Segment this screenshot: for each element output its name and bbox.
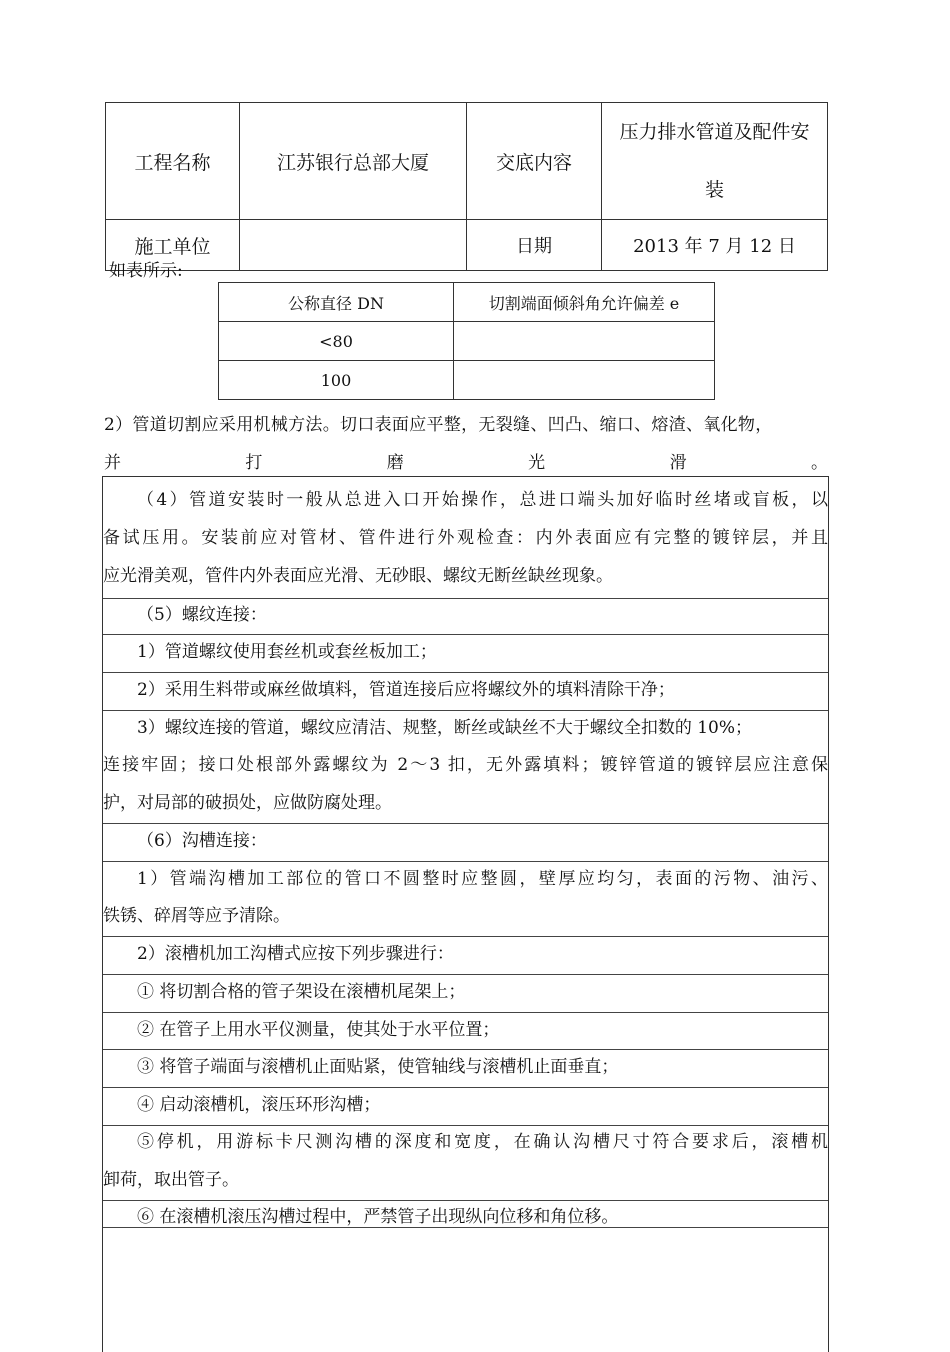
body-line: 1）管端沟槽加工部位的管口不圆整时应整圆，壁厚应均匀，表面的污物、油污、 bbox=[137, 869, 828, 889]
briefing-content-value bbox=[602, 103, 828, 220]
construction-unit-label: 施工单位 bbox=[106, 220, 240, 271]
divider bbox=[103, 861, 828, 862]
divider bbox=[103, 1087, 828, 1088]
body-line: 2）滚槽机加工沟槽式应按下列步骤进行： bbox=[137, 944, 454, 964]
header-tilt-tolerance: 切割端面倾斜角允许偏差 e bbox=[454, 283, 715, 322]
body-line: 连接牢固；接口处根部外露螺纹为 2～3 扣，无外露填料；镀锌管道的镀锌层应注意保 bbox=[103, 755, 828, 775]
table-cell bbox=[454, 361, 715, 400]
cutting-paragraph-line2 bbox=[104, 448, 828, 473]
table-header-row bbox=[219, 283, 715, 322]
cutting-paragraph-line1: 2）管道切割应采用机械方法。切口表面应平整，无裂缝、凹凸、缩口、熔渣、氧化物， bbox=[104, 415, 773, 435]
table-cell bbox=[454, 322, 715, 361]
divider bbox=[103, 823, 828, 824]
divider bbox=[103, 710, 828, 711]
briefing-content-line1: 压力排水管道及配件安 bbox=[619, 121, 810, 143]
project-name-label: 工程名称 bbox=[106, 103, 240, 220]
divider bbox=[103, 1125, 828, 1126]
header-nominal-diameter: 公称直径 DN bbox=[219, 283, 454, 322]
body-line: 铁锈、碎屑等应予清除。 bbox=[103, 906, 290, 926]
body-line: 3）螺纹连接的管道，螺纹应清洁、规整，断丝或缺丝不大于螺纹全扣数的 10%； bbox=[137, 718, 753, 738]
project-name-value: 江苏银行总部大厦 bbox=[240, 103, 467, 220]
cutting-paragraph bbox=[104, 410, 828, 473]
section-heading: （5）螺纹连接： bbox=[137, 605, 267, 625]
spaced-char: 并 bbox=[104, 453, 121, 473]
tolerance-table bbox=[218, 282, 715, 400]
body-line: 1）管道螺纹使用套丝机或套丝板加工； bbox=[137, 642, 437, 662]
divider bbox=[103, 1200, 828, 1201]
table-cell: <80 bbox=[219, 322, 454, 361]
divider bbox=[103, 1049, 828, 1050]
table-row bbox=[219, 361, 715, 400]
body-line: 应光滑美观，管件内外表面应光滑、无砂眼、螺纹无断丝缺丝现象。 bbox=[103, 566, 613, 586]
section-heading: （6）沟槽连接： bbox=[137, 831, 267, 851]
step-item: ② 在管子上用水平仪测量，使其处于水平位置； bbox=[137, 1020, 500, 1040]
body-line: （4）管道安装时一般从总进入口开始操作，总进口端头加好临时丝堵或盲板，以 bbox=[137, 490, 828, 510]
spaced-char: 磨 bbox=[386, 453, 404, 473]
table-cell: 100 bbox=[219, 361, 454, 400]
step-item: ③ 将管子端面与滚槽机止面贴紧，使管轴线与滚槽机止面垂直； bbox=[137, 1057, 619, 1077]
step-item: ① 将切割合格的管子架设在滚槽机尾架上； bbox=[137, 982, 466, 1002]
spaced-char: 滑 bbox=[669, 453, 687, 473]
divider bbox=[103, 1227, 828, 1228]
divider bbox=[103, 598, 828, 599]
body-line: 备试压用。安装前应对管材、管件进行外观检查：内外表面应有完整的镀锌层，并且 bbox=[103, 528, 828, 548]
spaced-char: 。 bbox=[810, 453, 828, 473]
divider bbox=[103, 672, 828, 673]
body-line: 护，对局部的破损处，应做防腐处理。 bbox=[103, 793, 392, 813]
step-item: ⑤停机，用游标卡尺测沟槽的深度和宽度，在确认沟槽尺寸符合要求后，滚槽机 bbox=[137, 1132, 828, 1152]
body-line: 卸荷，取出管子。 bbox=[103, 1170, 239, 1190]
date-label: 日期 bbox=[467, 220, 602, 271]
date-value: 2013 年 7 月 12 日 bbox=[602, 220, 828, 271]
spaced-char: 打 bbox=[245, 453, 263, 473]
body-section-box bbox=[102, 476, 829, 1352]
table-row bbox=[219, 322, 715, 361]
body-line: 2）采用生料带或麻丝做填料，管道连接后应将螺纹外的填料清除干净； bbox=[137, 680, 675, 700]
divider bbox=[103, 936, 828, 937]
spaced-char: 光 bbox=[528, 453, 546, 473]
table-intro-text: 如表所示: bbox=[109, 261, 183, 281]
header-table bbox=[105, 102, 828, 271]
step-item: ④ 启动滚槽机，滚压环形沟槽； bbox=[137, 1095, 381, 1115]
divider bbox=[103, 974, 828, 975]
divider bbox=[103, 634, 828, 635]
construction-unit-value bbox=[240, 220, 467, 271]
step-item: ⑥ 在滚槽机滚压沟槽过程中，严禁管子出现纵向位移和角位移。 bbox=[137, 1207, 619, 1227]
briefing-content-label: 交底内容 bbox=[467, 103, 602, 220]
divider bbox=[103, 1012, 828, 1013]
briefing-content-line2: 装 bbox=[704, 179, 724, 201]
